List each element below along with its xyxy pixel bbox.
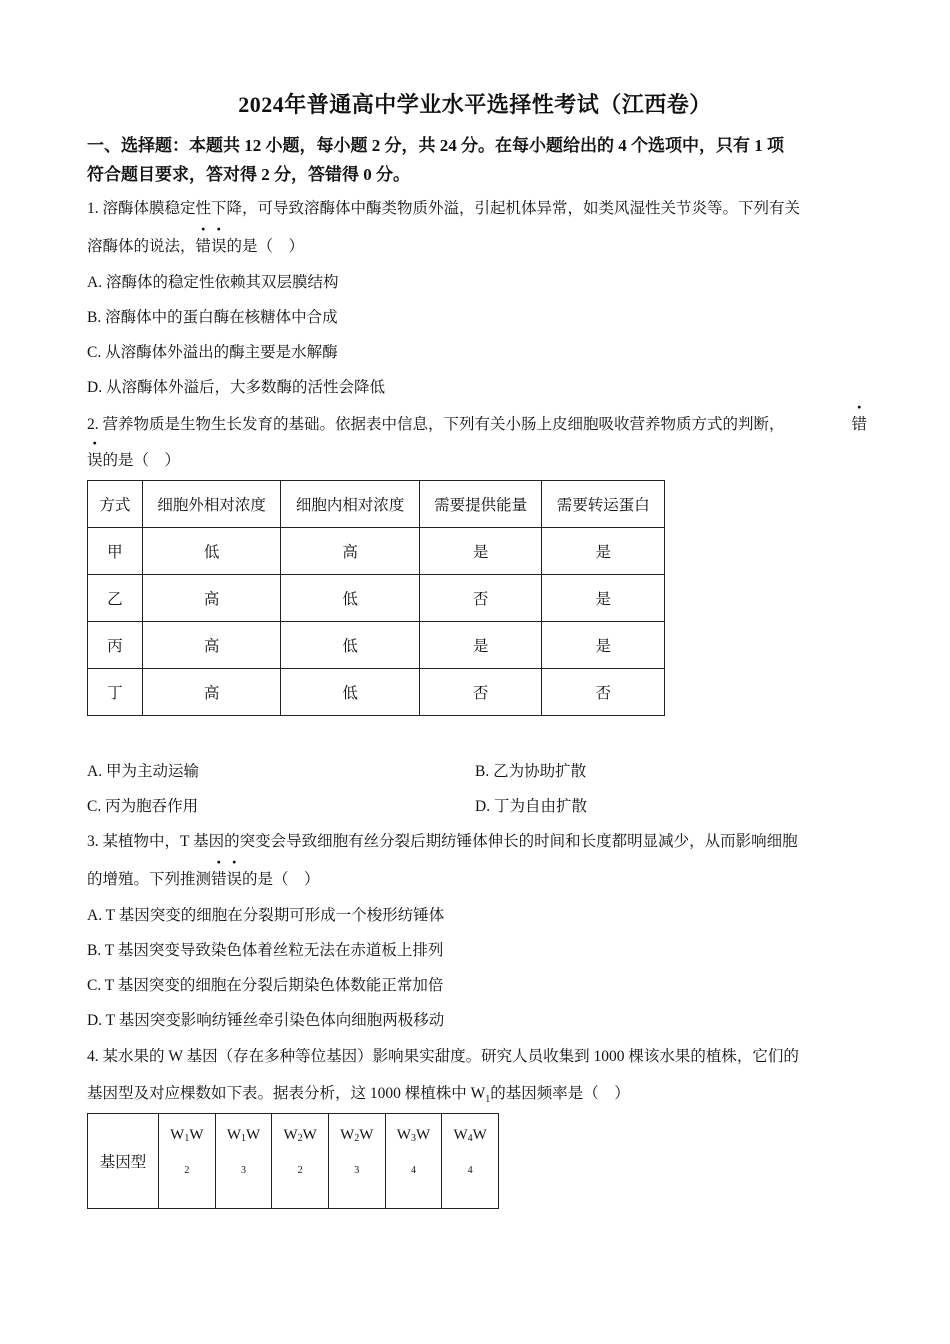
emphasis-char: 误 xyxy=(226,871,243,888)
emphasis-char: · 错 xyxy=(851,412,867,434)
table-row xyxy=(88,1114,499,1209)
table-row xyxy=(88,575,665,622)
emphasis-char: 误 xyxy=(211,238,227,255)
table-row-label: 基因型 xyxy=(88,1114,159,1209)
table-cell: 低 xyxy=(281,622,420,669)
table-header-cell: 方式 xyxy=(88,481,143,528)
q4-stem-line-2 xyxy=(87,1081,630,1105)
emphasis-char: 错 xyxy=(211,871,227,888)
q2-stem-line-2 xyxy=(87,448,180,470)
table-header-cell: 需要提供能量 xyxy=(419,481,542,528)
genotype-cell: $W_2W$ 3 xyxy=(328,1114,385,1209)
table-cell: 高 xyxy=(142,622,281,669)
table-cell: 丙 xyxy=(88,622,143,669)
table-row xyxy=(88,528,665,575)
section-heading-line-1: 一、选择题：本题共 12 小题，每小题 2 分，共 24 分。在每小题给出的 4 个选项中，只有 1 项 xyxy=(87,136,784,155)
section-heading-line-2: 符合题目要求，答对得 2 分，答错得 0 分。 xyxy=(87,165,410,184)
q3-stem-line-1: 3. 某植物中，T 基因的突变会导致细胞有丝分裂后期纺锤体伸长的时间和长度都明显减少，从而影响细胞 xyxy=(87,833,798,850)
genotype-cell: $W_2W$ 2 xyxy=(272,1114,329,1209)
q4-stem-line-1: 4. 某水果的 W 基因（存在多种等位基因）影响果实甜度。研究人员收集到 1000 棵该水果的植株，它们的 xyxy=(87,1048,799,1065)
q4-stem-pre: 基因型及对应棵数如下表。据表分析，这 1000 棵植株中 W xyxy=(87,1085,486,1102)
q2-stem-line-1 xyxy=(87,412,867,434)
table-row xyxy=(88,622,665,669)
transport-table xyxy=(87,480,665,716)
genotype-table xyxy=(87,1113,499,1209)
table-cell: 低 xyxy=(281,669,420,716)
table-cell: 是 xyxy=(419,528,542,575)
genotype-cell: $W_4W$ 4 xyxy=(442,1114,499,1209)
q3-option-d: D. T 基因突变影响纺锤丝牵引染色体向细胞两极移动 xyxy=(87,1012,445,1029)
q1-stem-line-1: 1. 溶酶体膜稳定性下降，可导致溶酶体中酶类物质外溢，引起机体异常，如类风湿性关节炎等。下列有关 xyxy=(87,200,801,217)
q1-option-b: B. 溶酶体中的蛋白酶在核糖体中合成 xyxy=(87,309,338,326)
q3-stem-post: 的是（ ） xyxy=(242,871,320,888)
q1-stem-line-2 xyxy=(87,234,304,256)
emphasis-char: 错 xyxy=(195,238,212,255)
genotype-cell: $W_3W$ 4 xyxy=(385,1114,442,1209)
q2-stem-text: 2. 营养物质是生物生长发育的基础。依据表中信息，下列有关小肠上皮细胞吸收营养物质方式的判断， xyxy=(87,416,785,433)
table-header-row xyxy=(88,481,665,528)
q2-option-d: D. 丁为自由扩散 xyxy=(475,798,587,815)
table-cell: 是 xyxy=(542,528,665,575)
table-cell: 是 xyxy=(542,622,665,669)
q2-option-c: C. 丙为胞吞作用 xyxy=(87,798,199,815)
table-cell: 高 xyxy=(281,528,420,575)
genotype-cell: $W_1W$ 3 xyxy=(215,1114,272,1209)
table-cell: 丁 xyxy=(88,669,143,716)
q1-stem-post: 的是（ ） xyxy=(226,238,305,255)
q2-option-a: A. 甲为主动运输 xyxy=(87,763,199,780)
emphasis-char: 误 xyxy=(87,452,103,469)
table-header-cell: 细胞外相对浓度 xyxy=(142,481,281,528)
q3-stem-line-2 xyxy=(87,867,320,889)
q1-option-d: D. 从溶酶体外溢后，大多数酶的活性会降低 xyxy=(87,379,385,396)
q3-option-c: C. T 基因突变的细胞在分裂后期染色体数能正常加倍 xyxy=(87,977,444,994)
table-cell: 是 xyxy=(419,622,542,669)
q1-stem-pre: 溶酶体的说法， xyxy=(87,238,196,255)
page-title: 2024年普通高中学业水平选择性考试（江西卷） xyxy=(238,92,712,117)
table-cell: 否 xyxy=(542,669,665,716)
q1-option-a: A. 溶酶体的稳定性依赖其双层膜结构 xyxy=(87,274,339,291)
genotype-cell: $W_1W$ 2 xyxy=(159,1114,216,1209)
table-cell: 否 xyxy=(419,575,542,622)
table-cell: 低 xyxy=(281,575,420,622)
table-row xyxy=(88,669,665,716)
q3-stem-pre: 的增殖。下列推测 xyxy=(87,871,212,888)
section-heading xyxy=(87,131,867,189)
q1-option-c: C. 从溶酶体外溢出的酶主要是水解酶 xyxy=(87,344,338,361)
table-cell: 是 xyxy=(542,575,665,622)
table-cell: 否 xyxy=(419,669,542,716)
q3-option-a: A. T 基因突变的细胞在分裂期可形成一个梭形纺锤体 xyxy=(87,907,445,924)
q2-option-b: B. 乙为协助扩散 xyxy=(475,763,587,780)
q3-option-b: B. T 基因突变导致染色体着丝粒无法在赤道板上排列 xyxy=(87,942,444,959)
table-cell: 低 xyxy=(142,528,281,575)
table-cell: 甲 xyxy=(88,528,143,575)
table-header-cell: 需要转运蛋白 xyxy=(542,481,665,528)
q4-stem-sub: 1 xyxy=(485,1094,491,1106)
table-cell: 高 xyxy=(142,575,281,622)
q4-stem-post: 的基因频率是（ ） xyxy=(490,1085,630,1102)
table-cell: 高 xyxy=(142,669,281,716)
q2-stem-post: 的是（ ） xyxy=(102,452,181,469)
table-cell: 乙 xyxy=(88,575,143,622)
table-header-cell: 细胞内相对浓度 xyxy=(281,481,420,528)
